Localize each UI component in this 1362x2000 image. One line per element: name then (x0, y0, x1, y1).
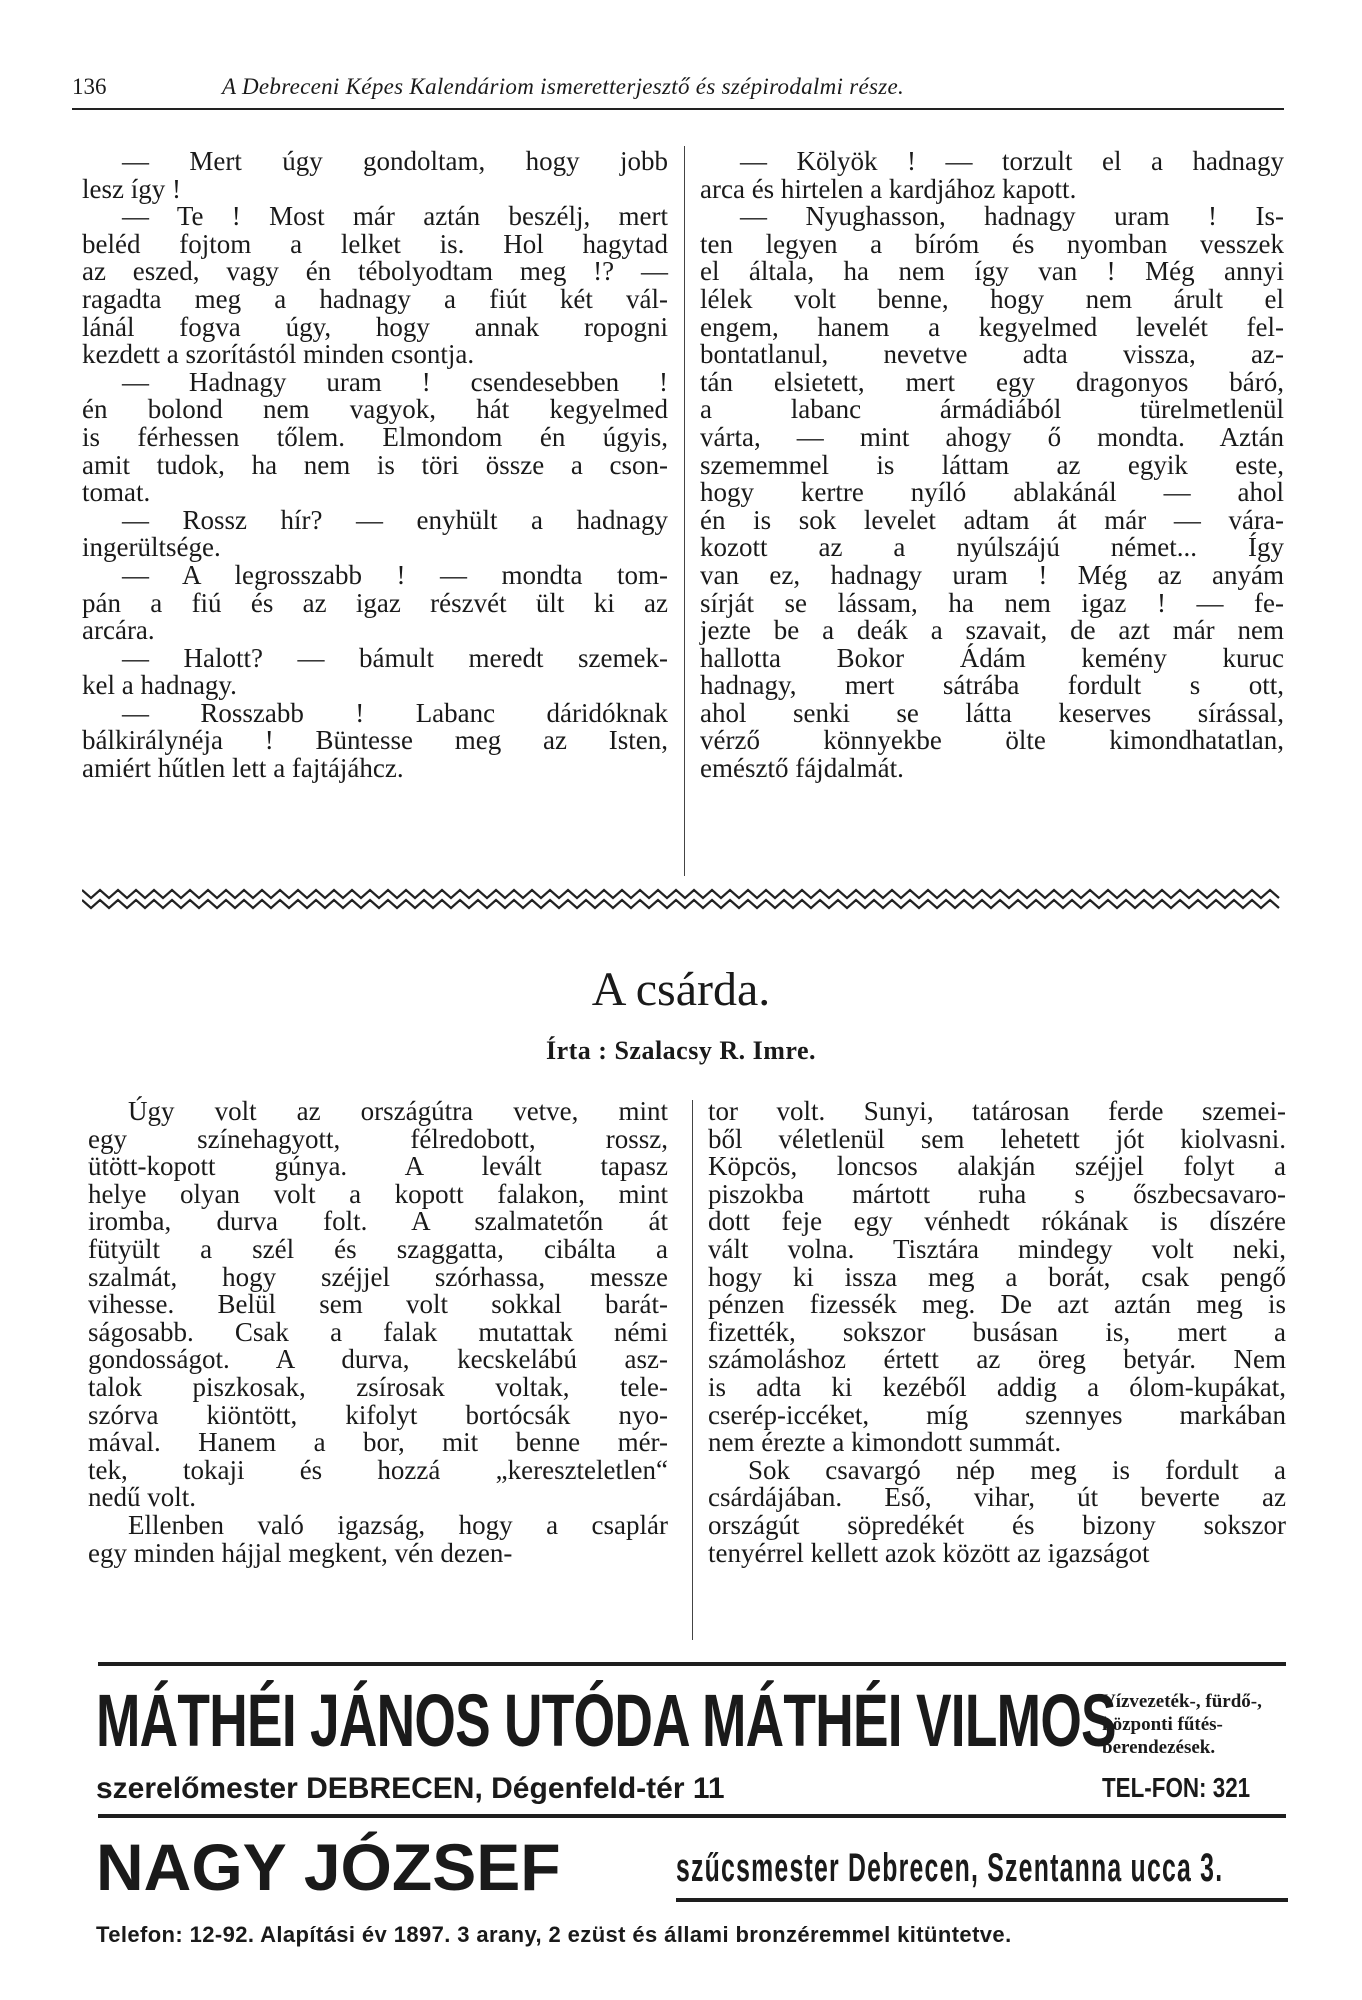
text-line: gondosságot. A durva, kecskelábú asz- (88, 1344, 668, 1375)
text-line: ságosabb. Csak a falak mutattak némi (88, 1316, 668, 1347)
story-end-left-column (82, 148, 668, 783)
text-line: én bolond nem vagyok, hát kegyelmed (82, 394, 668, 425)
text-line: piszokba mártott ruha s őszbecsavaro- (708, 1178, 1286, 1209)
ad2-company-name: NAGY JÓZSEF (96, 1830, 561, 1904)
text-line: el általa, ha nem így van ! Még annyi (700, 256, 1284, 287)
article-title: A csárda. (591, 963, 771, 1016)
text-line: Ellenben való igazság, hogy a csaplár (128, 1509, 668, 1540)
text-line: vihesse. Belül sem volt sokkal barát- (88, 1289, 668, 1320)
text-line: van ez, hadnagy uram ! Még az anyám (700, 559, 1284, 590)
paragraph (82, 203, 668, 369)
text-line: cserép-iccéket, míg szennyes markában (708, 1399, 1286, 1430)
text-line: lélek volt benne, hogy nem árult el (700, 283, 1284, 314)
text-line: — Rosszabb ! Labanc dáridóknak (122, 697, 668, 728)
text-line: arca és hirtelen a kardjához kapott. (700, 173, 1077, 204)
text-line: én is sok levelet adtam át már — vára- (700, 504, 1284, 535)
text-line: számoláshoz értett az öreg betyár. Nem (708, 1344, 1286, 1375)
text-line: csárdájában. Eső, vihar, út beverte az (708, 1482, 1286, 1513)
text-line: egy minden hájjal megkent, vén dezen- (88, 1537, 513, 1568)
article-byline: Írta : Szalacsy R. Imre. (545, 1036, 817, 1065)
text-line: — Kölyök ! — torzult el a hadnagy (740, 146, 1284, 176)
paragraph (88, 1509, 668, 1568)
text-line: ingerültsége. (82, 532, 221, 563)
text-line: — Nyughasson, hadnagy uram ! Is- (740, 201, 1284, 232)
text-line: szórva kiöntött, kifolyt bortócsák nyo- (88, 1399, 668, 1430)
ad-separator-rule (98, 1814, 1286, 1818)
text-line: bontatlanul, nevetve adta vissza, az- (700, 339, 1284, 370)
paragraph (88, 1098, 668, 1512)
text-line: egy színehagyott, félredobott, rossz, (88, 1123, 668, 1154)
article-left-column (88, 1098, 668, 1567)
text-line: — A legrosszabb ! — mondta tom- (122, 559, 668, 590)
text-line: fizették, sokszor busásan is, mert a (708, 1316, 1286, 1347)
paragraph (700, 203, 1284, 782)
paragraph (700, 148, 1284, 203)
text-line: helye olyan volt a kopott falakon, mint (88, 1178, 668, 1209)
running-title: A Debreceni Képes Kalendáriom ismeretterjesztő és szépirodalmi része. (222, 74, 905, 99)
text-line: lánál fogva úgy, hogy annak ropogni (82, 311, 668, 342)
paragraph (82, 697, 668, 784)
text-line: vérző könnyekbe ölte kimondhatatlan, (700, 725, 1284, 756)
text-line: — Halott? — bámult meredt szemek- (122, 642, 668, 673)
text-line: ten legyen a bíróm és nyomban vesszek (700, 228, 1284, 259)
column-divider-bottom (692, 1100, 693, 1640)
text-line: beléd fojtom a lelket is. Hol hagytad (82, 228, 668, 259)
text-line: szalmát, hogy széjjel szórhassa, messze (88, 1261, 668, 1292)
ad1-service-line: központi fűtés- (1102, 1714, 1223, 1735)
text-line: tor volt. Sunyi, tatárosan ferde szemei- (708, 1096, 1286, 1126)
text-line: iromba, durva folt. A szalmatetőn át (88, 1206, 668, 1237)
wavy-separator-ornament (82, 886, 1286, 912)
text-line: — Te ! Most már aztán beszélj, mert (122, 201, 668, 232)
ad1-address: szerelőmester DEBRECEN, Dégenfeld-tér 11 (96, 1772, 725, 1805)
paragraph (708, 1454, 1286, 1568)
paragraph (82, 366, 668, 508)
text-line: ből véletlenül sem lehetett jót kiolvasni. (708, 1123, 1286, 1154)
text-line: vált volna. Tisztára mindegy volt neki, (708, 1233, 1286, 1264)
text-line: lesz így ! (82, 173, 181, 204)
paragraph (82, 642, 668, 701)
text-line: hadnagy, mert sátrába fordult s ott, (700, 670, 1284, 701)
paragraph (708, 1098, 1286, 1457)
text-line: — Hadnagy uram ! csendesebben ! (122, 366, 668, 397)
text-line: kezdett a szorítástól minden csontja. (82, 339, 475, 370)
text-line: nem érezte a kimondott summát. (708, 1427, 1062, 1458)
paragraph (82, 559, 668, 646)
text-line: pán a fiú és az igaz részvét ült ki az (82, 587, 668, 618)
ad-top-rule (98, 1662, 1286, 1666)
text-line: bálkirálynéja ! Büntesse meg az Isten, (82, 725, 668, 756)
text-line: dott feje egy vénhedt rókának is díszére (708, 1206, 1286, 1237)
text-line: Köpcös, loncsos alakján széjjel folyt a (708, 1151, 1286, 1182)
text-line: tenyérrel kellett azok között az igazságot (708, 1537, 1150, 1568)
text-line: jezte be a deák a szavait, de azt már nem (700, 615, 1284, 646)
text-line: Sok csavargó nép meg is fordult a (748, 1454, 1286, 1485)
text-line: országút söpredékét és bizony sokszor (708, 1509, 1286, 1540)
text-line: — Rossz hír? — enyhült a hadnagy (122, 504, 668, 535)
text-line: amiért hűtlen lett a fajtájáhcz. (82, 753, 404, 784)
paragraph (82, 148, 668, 203)
text-line: emésztő fájdalmát. (700, 753, 904, 784)
text-line: szememmel is láttam az egyik este, (700, 449, 1284, 480)
text-line: hogy ki issza meg a borát, csak pengő (708, 1261, 1286, 1292)
text-line: hallotta Bokor Ádám kemény kuruc (700, 642, 1284, 673)
text-line: tek, tokaji és hozzá „kereszteletlen“ (88, 1454, 668, 1485)
text-line: amit tudok, ha nem is töri össze a cson- (82, 449, 668, 480)
text-line: sírját se lássam, ha nem igaz ! — fe- (700, 587, 1284, 618)
column-divider-top (684, 146, 685, 876)
ad2-underline (676, 1898, 1288, 1902)
text-line: kel a hadnagy. (82, 670, 237, 701)
ad1-service-line: Vízvezeték-, fürdő-, (1102, 1691, 1262, 1712)
article-right-column (708, 1098, 1286, 1567)
text-line: ütött-kopott gúnya. A levált tapasz (88, 1151, 668, 1182)
text-line: fütyült a szél és szaggatta, cibálta a (88, 1233, 668, 1264)
text-line: ahol senki se látta keserves sírással, (700, 697, 1284, 728)
text-line: ragadta meg a hadnagy a fiút két vál- (82, 283, 668, 314)
ad2-trade-address: szűcsmester Debrecen, Szentanna ucca 3. (676, 1846, 1224, 1890)
text-line: talok piszkosak, zsírosak voltak, tele- (88, 1371, 668, 1402)
text-line: — Mert úgy gondoltam, hogy jobb (122, 146, 668, 176)
page-number: 136 (72, 74, 107, 99)
ad1-service-line: berendezések. (1102, 1737, 1216, 1758)
text-line: is adta ki kezéből addig a ólom-kupákat, (708, 1371, 1286, 1402)
text-line: pénzen fizessék meg. De azt aztán meg is (708, 1289, 1286, 1320)
text-line: várta, — mint ahogy ő mondta. Aztán (700, 421, 1284, 452)
text-line: az eszed, vagy én tébolyodtam meg !? — (82, 256, 668, 287)
story-end-right-column (700, 148, 1284, 783)
text-line: tomat. (82, 477, 151, 508)
text-line: tán elsietett, mert egy dragonyos báró, (700, 366, 1284, 397)
text-line: kozott az a nyúlszájú német... Így (700, 532, 1284, 563)
text-line: Úgy volt az országútra vetve, mint (128, 1096, 668, 1126)
text-line: arcára. (82, 615, 155, 646)
text-line: mával. Hanem a bor, mit benne mér- (88, 1427, 668, 1458)
paragraph (82, 504, 668, 563)
text-line: a labanc ármádiából türelmetlenül (700, 394, 1284, 425)
text-line: nedű volt. (88, 1482, 196, 1513)
text-line: is férhessen tőlem. Elmondom én úgyis, (82, 421, 668, 452)
ad1-company-name: MÁTHÉI JÁNOS UTÓDA MÁTHÉI VILMOS (96, 1679, 1116, 1762)
running-header (72, 72, 1284, 110)
ad1-phone: TEL-FON: 321 (1102, 1772, 1251, 1803)
text-line: hogy kertre nyíló ablakánál — ahol (700, 477, 1284, 508)
ad1-services (1102, 1690, 1262, 1759)
ad2-footer-text: Telefon: 12-92. Alapítási év 1897. 3 arany, 2 ezüst és állami bronzéremmel kitüntetve. (96, 1922, 1012, 1947)
text-line: engem, hanem a kegyelmed levelét fel- (700, 311, 1284, 342)
